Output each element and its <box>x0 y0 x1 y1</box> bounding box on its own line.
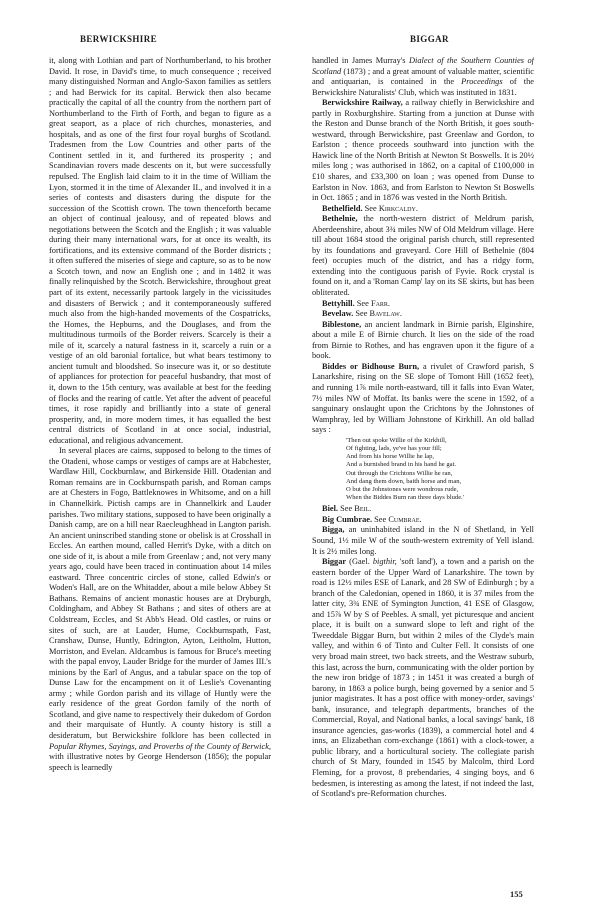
paragraph-history: it, along with Lothian and part of Northumberland, to his brother David. It rose, in David's time, to much consequence ; received many distinguished Norman and Anglo-Saxon families as settlers ; and had Berwick for its capital. Berwick then also became practically the capital of all the country from the northern part of Northumberland to the Firth of Forth, and began to figure as a great seaport, as a place of rich churches, monasteries, and hospitals, and as one of the first four royal burghs of Scotland. Tradesmen from the Low Countries and other parts of the Continent settled in it, and furthered its prosperity ; and Scandinavian rovers made descents on it, but were successfully repulsed. The English laid claim to it in the time of William the Lyon, stormed it in the time of Alexander II., and involved it in a series of contests and disasters during the dispute for the succession of the Scottish crown. The town thenceforth became an object of continual jealousy, and of repeated blows and negotiations between the Scotch and the English ; it was valuable during their many international wars, for at once its wealth, its fortifications, and its extensive command of the Border districts ; it often suffered the miseries of siege and capture, so as to be now a Scotch town, and now an English one ; and in 1482 it was finally relinquished by the Scotch. Berwickshire, throughout great part of its extent, necessarily partook largely in the vicissitudes and disasters of Berwick ; and it contemporaneously suffered much also from the high-handed movements of the Cospatricks, the Homes, the Hepburns, and the Douglases, and from the multitudinous turmoils of the Border reivers. Scarcely is their a mile of it, scarcely a natural fastness in it, scarcely a ruin or a vestige of an old baronial fortalice, but what bears testimony to ancient tumult and bloodshed. So insecure was it, or so destitute of appliances for protection for peaceful husbandry, that most of it, down to the 15th century, was available at best for the feeding of flocks and the rearing of cattle. Yet after the advent of peaceful times, it rose rapidly and brilliantly into a state of general prosperity, and, in more modern times, it has equalled the best central districts of Scotland in at once social, industrial, educational, and religious advancement. <box>49 56 271 445</box>
see-label: See <box>356 298 369 308</box>
right-column <box>312 56 534 906</box>
cross-reference: Farr. <box>370 298 391 308</box>
book-title-rhymes: Popular Rhymes, Sayings, and Proverbs of the County of Berwick, <box>49 741 271 751</box>
ballad-line: 'Then out spoke Willie of the Kirkhill, <box>346 436 447 444</box>
ballad-line: When the Biddes Burn ran three days blude.' <box>346 494 465 502</box>
paragraph-antiquities <box>49 446 271 773</box>
gaelic-word: bigthir, <box>372 557 397 567</box>
left-column <box>49 56 271 906</box>
entry-big-cumbrae <box>312 515 534 526</box>
entry-head: Bettyhill. <box>322 298 355 308</box>
entry-head: Biel. <box>322 504 338 514</box>
continued-text-c: of the Berwickshire Naturalists' Club, which was instituted in 1831. <box>312 77 534 97</box>
entry-text: (Gael. <box>349 557 370 567</box>
entry-biggar <box>312 557 534 800</box>
cross-reference: Beil. <box>354 504 372 514</box>
entry-text: a railway chiefly in Berwickshire and partly in Roxburghshire. Starting from a junction at Dunse with the Reston and Dunse branch of the North British, it goes south-westward, through Berwickshire, past Greenlaw and Gordon, to Earlston ; thence proceeds southward into junction with the Hawick line of the North British at Newton St Boswells. It is 20½ miles long ; was authorised in 1862, on a capital of £100,000 in £10 shares, and £33,300 on loan ; was opened from Dunse to Earlston in Nov. 1863, and from Earlston to Newton St Boswells in Oct. 1865 ; and in 1876 was vested in the North British. <box>312 98 534 203</box>
ballad-line: And a burnished brand in his hand he gat. <box>346 461 457 469</box>
entry-text: the north-western district of Meldrum parish, Aberdeenshire, about 3¾ miles NW of Old Meldrum village. Here till about 1684 stood the original parish church, still represented by its foundations and graveyard. Core Hill of Bethelnie (804 feet) occupies much of the district, and has a ridgy form, extending into the contiguous parish of Fyvie. Rock crystal is found on it, and a 'Roman Camp' lay on its SE skirts, but has been obliterated. <box>312 214 534 298</box>
see-label: See <box>374 514 387 524</box>
entry-biel <box>312 504 534 515</box>
antiquities-tail: with illustrative notes by George Henderson (1856); the popular speech is learnedly <box>49 752 271 772</box>
running-head <box>0 34 600 46</box>
cross-reference: Bavelaw. <box>369 309 402 319</box>
ballad-line: And from his horse Willie he lap, <box>346 453 435 461</box>
ballad-line: And dang them down, baith horse and man, <box>346 477 462 485</box>
entry-head: Big Cumbrae. <box>322 514 373 524</box>
ballad-line: O but the Johnstones were wondrous rude, <box>346 485 459 493</box>
entry-bigga <box>312 525 534 557</box>
ballad-quote <box>346 437 534 503</box>
cross-reference: Cumbrae. <box>388 514 422 524</box>
page-number: 155 <box>510 889 523 899</box>
entry-bethelnie <box>312 214 534 298</box>
entry-bettyhill <box>312 299 534 310</box>
entry-bethelfield <box>312 204 534 215</box>
book-title-dialect: Dialect of the Southern Counties of Scotland <box>312 56 534 76</box>
antiquities-text: In several places are cairns, supposed to belong to the times of the Otadeni, whose camps or vestiges of camps are at Habchester, Wardlaw Hill, Cockburnlaw, and Birkenside Hill. Otadenian and Roman remains are in Cockburnspath parish, and Roman camps are at Chesters in Fogo, Battleknowes in Whitsome, and on a hill in Channelkirk. Pictish camps are in Channelkirk and Lauder parishes. Two military stations, supposed to have been originally a Danish camp, are on a hill near Raecleughhead in Langton parish. An ancient uninscribed standing stone or obelisk is at Crosshall in Eccles. An earthen mound, called Herrit's Dyke, with a ditch on one side of it, is about a mile from Greenlaw ; and, not very many years ago, could have been traced in continuation about 14 miles eastward. Three concentric circles of stone, called Edwin's or Woden's Hall, are on the Whitadder, about a mile below Abbey St Bathans. Remains of ancient monastic houses are at Dryburgh, Coldingham, and Abbey St Bathans ; and sites of others are at Coldstream, Eccles, and St Abb's Head. Old castles, or ruins or sites of such, are at Lauder, Hume, Cockburnspath, Fast, Cranshaw, Dunse, Huntly, Edrington, Ayton, Leitholm, Hutton, Morriston, and Evelan. Aldcambus is famous for Bruce's meeting with the papal envoy, Lauder Bridge for the murder of James III.'s minions by the Earl of Angus, and a tabular space on the top of Dunse Law for the encampment on it of Leslie's Covenanting army ; while Gordon parish and its village of Huntly were the early residence of the great Gordon family of the north of Scotland, and give name to respectively their dukedom of Gordon and their marquisate of Huntly. A county history is still a desideratum, but Berwickshire folklore has been collected in <box>49 446 271 740</box>
entry-head: Biggar <box>322 557 347 567</box>
header-left: BERWICKSHIRE <box>80 34 158 44</box>
book-title-proceedings: Proceedings <box>461 77 503 87</box>
entry-text: a rivulet of Crawford parish, S Lanarkshire, rising on the SE slope of Tomont Hill (1652 feet), and running 1⅞ mile north-eastward, till it falls into Evan Water, 7½ miles NW of Moffat. Its banks were the scene in 1592, of a sanguinary onslaught upon the Crichtons by the Johnstones of Wamphray, led by William Johnstone of Kirkhill. An old ballad says : <box>312 361 534 435</box>
entry-head: Bethelnie, <box>322 214 358 224</box>
entry-bevelaw <box>312 309 534 320</box>
ballad-line: Of fighting, lads, ye've has your fill; <box>346 444 442 452</box>
see-label: See <box>355 309 368 319</box>
header-right: BIGGAR <box>410 34 449 44</box>
entry-head: Berwickshire Railway, <box>322 98 403 108</box>
see-label: See <box>364 203 377 213</box>
see-label: See <box>340 504 353 514</box>
ballad-line: Out through the Crichtons Willie he ran, <box>346 469 453 477</box>
entry-head: Biblestone, <box>322 319 362 329</box>
cross-reference: Kirkcaldy. <box>378 203 418 213</box>
entry-biblestone <box>312 320 534 362</box>
paragraph-continued <box>312 56 534 98</box>
continued-text-a: handled in James Murray's <box>312 56 406 65</box>
entry-head: Bigga, <box>322 525 345 535</box>
entry-head: Biddes or Bidhouse Burn, <box>322 361 420 371</box>
entry-head: Bethelfield. <box>322 203 363 213</box>
entry-text: an uninhabited island in the N of Shetland, in Yell Sound, 1½ mile W of the south-western extremity of Yell island. It is 2½ miles long. <box>312 525 534 556</box>
entry-berwickshire-railway <box>312 98 534 203</box>
entry-text: an ancient landmark in Birnie parish, Elginshire, about a mile E of Birnie church. It lies on the side of the road from Birnie to Rothes, and has engraven upon it the figure of a book. <box>312 319 534 361</box>
entry-head: Bevelaw. <box>322 309 354 319</box>
continued-text-b: (1873) ; and a great amount of valuable matter, scientific and antiquarian, is contained in the <box>312 66 534 87</box>
entry-text: 'soft land'), a town and a parish on the eastern border of the Upper Ward of Lanarkshire. The town by road is 12½ miles ESE of Lanark, and 28 SW of Edinburgh ; by a branch of the Caledonian, opened in 1860, it is 37 miles from the latter city, 3¾ ENE of Symington Junction, 41 ESE of Glasgow, and 15⅞ W by S of Peebles. A small, yet picturesque and ancient place, it is built on a sunward slope to left and right of the Tweeddale Biggar Burn, but within 2 miles of the Clyde's main valley, and within 6 of Tinto and Culter Fell. It consists of one very broad main street, two back streets, and the Westraw suburb, this last, across the burn, communicating with the older portion by the new iron bridge of 1873 ; in 1451 it was created a burgh of barony, in 1863 a police burgh, being governed by a senior and 5 junior magistrates. It has a post office with money-order, savings' bank, insurance, and telegraph departments, branches of the Commercial, Royal, and National banks, a local savings' bank, 18 insurance agencies, gas-works (1839), a commercial hotel and 4 inns, an Elizabethan corn-exchange (1861) with a clock-tower, a public library, and a horticultural society. The collegiate parish church of St Mary, founded in 1545 by Malcolm, third Lord Fleming, for a provost, 8 prebendaries, 4 singing boys, and 6 bedesmen, is interesting as among the latest, if not indeed the last, of Scotland's pre-Reformation churches. <box>312 557 534 799</box>
entry-biddes-burn <box>312 362 534 436</box>
